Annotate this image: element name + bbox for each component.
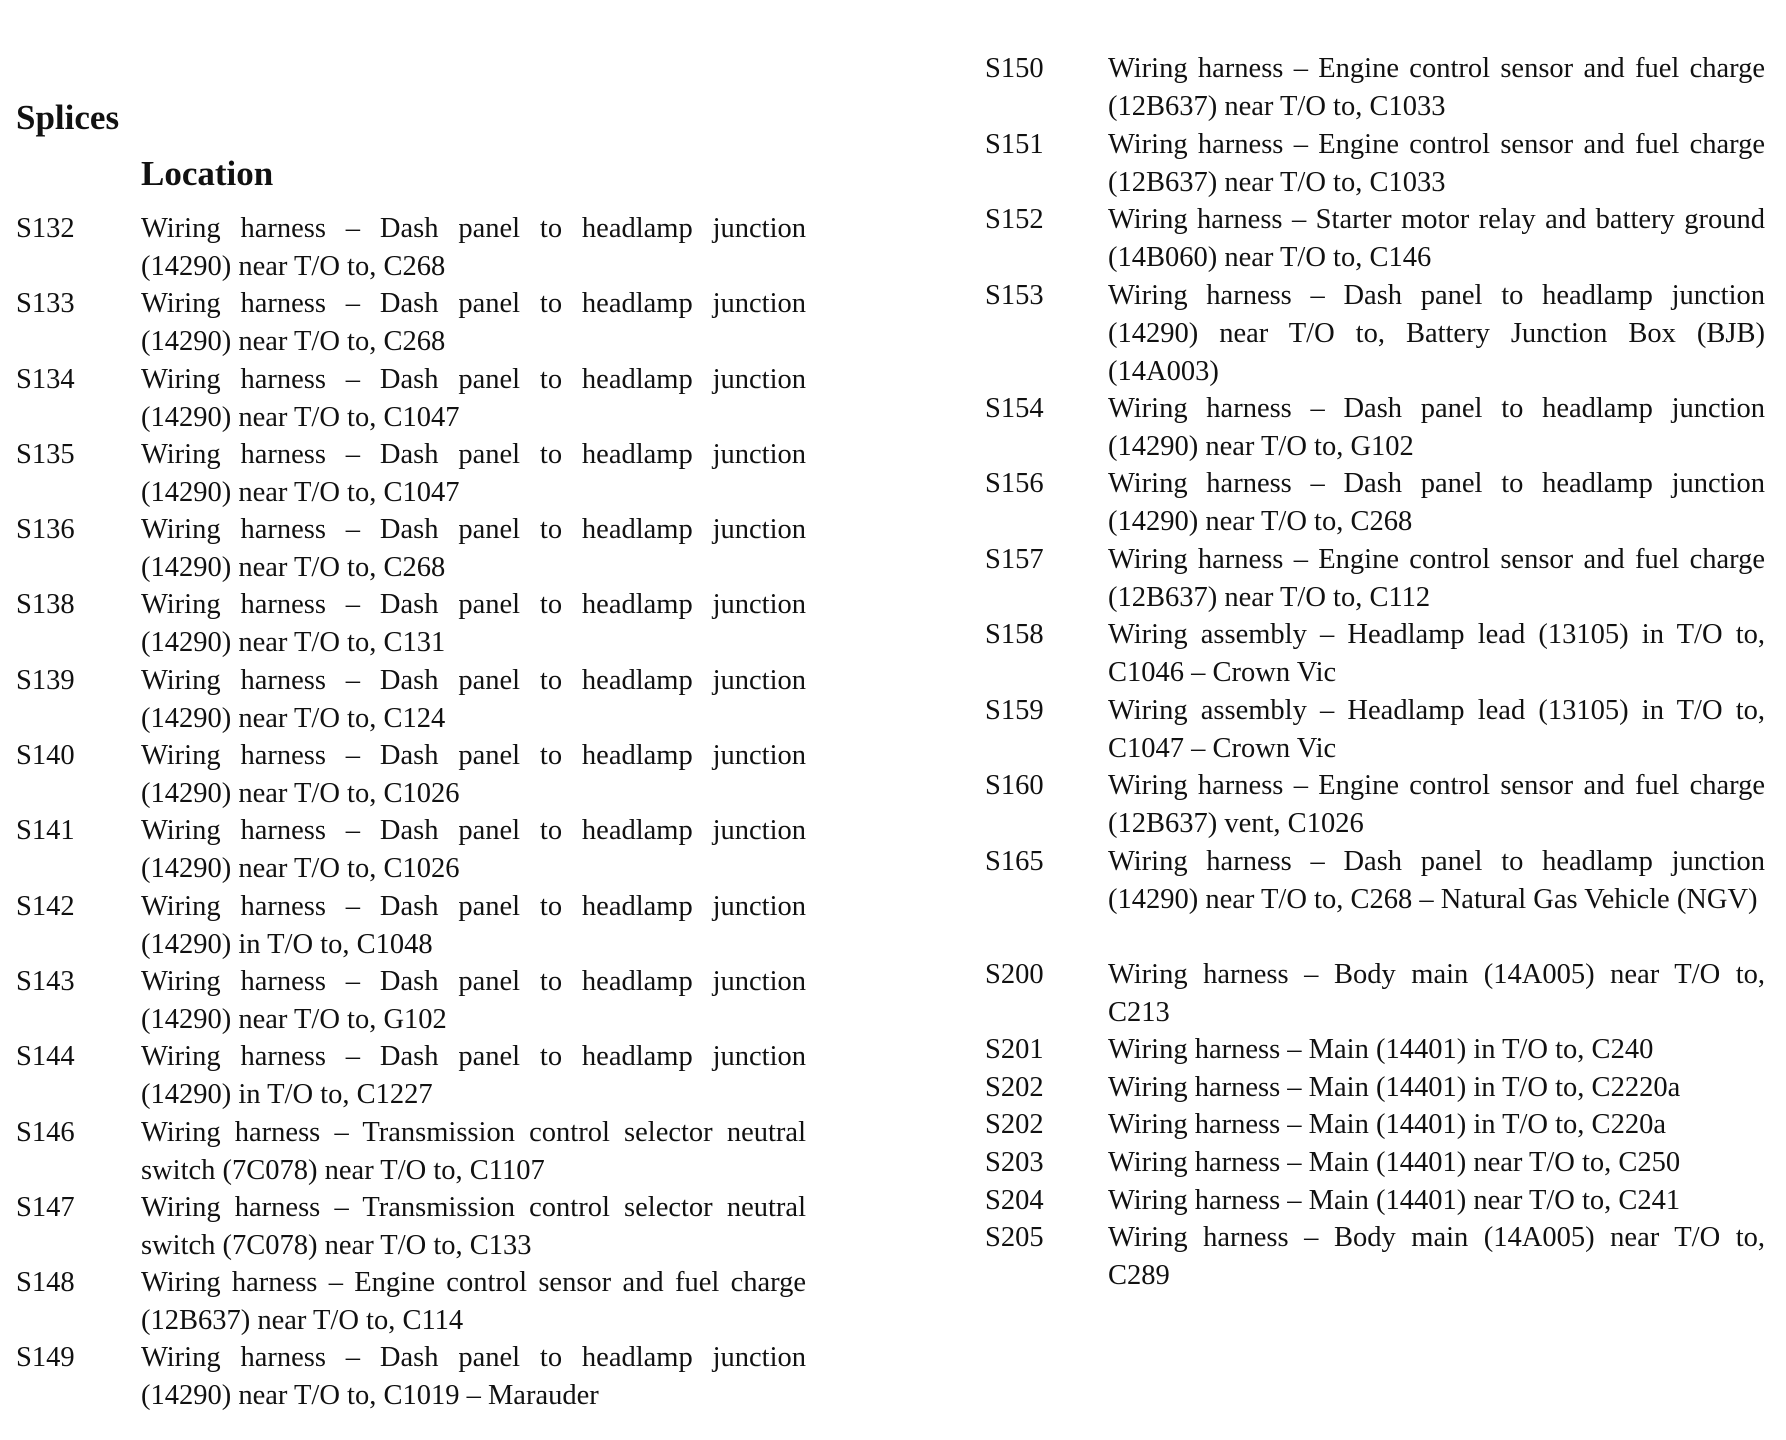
- splice-code: S141: [16, 815, 75, 847]
- splice-entry: [16, 1114, 806, 1189]
- splice-location: Wiring harness – Main (14401) near T/O to, C250: [1108, 1147, 1681, 1179]
- splice-location: Wiring harness – Dash panel to headlamp junction (14290) near T/O to, G102: [141, 965, 806, 1035]
- splice-code: S205: [985, 1222, 1044, 1254]
- splice-entry: [985, 390, 1765, 466]
- splice-location: Wiring harness – Dash panel to headlamp junction (14290) near T/O to, Battery Junction Box (BJB) (14A003): [1108, 279, 1765, 387]
- splice-location: Wiring harness – Engine control sensor and fuel charge (12B637) near T/O to, C1033: [1108, 128, 1765, 198]
- splice-code: S132: [16, 213, 75, 244]
- right-splice-list: [985, 50, 1765, 1295]
- splice-code: S143: [16, 965, 75, 997]
- splice-entry: [985, 201, 1765, 277]
- splice-entry: [16, 1189, 806, 1264]
- splice-location: Wiring harness – Dash panel to headlamp junction (14290) near T/O to, C1026: [141, 815, 806, 885]
- splice-entry: [16, 210, 806, 285]
- splice-code: S138: [16, 589, 75, 621]
- splice-entry: [985, 956, 1765, 1032]
- splice-code: S150: [985, 53, 1044, 84]
- splice-code: S202: [985, 1109, 1044, 1141]
- splice-code: S148: [16, 1267, 75, 1299]
- splice-code: S134: [16, 363, 75, 395]
- left-splice-list: [16, 210, 806, 1415]
- splice-entry: [16, 737, 806, 812]
- splice-entry: [16, 888, 806, 963]
- splice-entry: [16, 1339, 806, 1414]
- splice-code: S140: [16, 740, 75, 772]
- splice-entry: [985, 1106, 1765, 1144]
- splice-entry: [985, 767, 1765, 843]
- splice-location: Wiring harness – Body main (14A005) near T/O to, C213: [1108, 958, 1765, 1028]
- splice-code: S159: [985, 694, 1044, 726]
- splice-location: Wiring assembly – Headlamp lead (13105) in T/O to, C1047 – Crown Vic: [1108, 694, 1765, 764]
- splice-location: Wiring harness – Main (14401) in T/O to, C240: [1108, 1034, 1654, 1065]
- splice-entry: [985, 126, 1765, 202]
- splice-entry: [16, 1038, 806, 1113]
- splice-entry: [985, 692, 1765, 768]
- splice-entry: [985, 1219, 1765, 1295]
- splice-code: S156: [985, 468, 1044, 499]
- splice-location: Wiring harness – Body main (14A005) near T/O to, C289: [1108, 1222, 1765, 1292]
- splice-entry: [16, 511, 806, 586]
- splice-location: Wiring harness – Dash panel to headlamp junction (14290) in T/O to, C1048: [141, 890, 806, 960]
- splice-location: Wiring harness – Dash panel to headlamp junction (14290) near T/O to, C268: [141, 288, 806, 358]
- splice-code: S152: [985, 204, 1044, 235]
- splice-code: S160: [985, 770, 1044, 801]
- splice-code: S157: [985, 543, 1044, 575]
- splice-location: Wiring harness – Dash panel to headlamp junction (14290) near T/O to, C268: [141, 514, 806, 584]
- splice-code: S149: [16, 1342, 75, 1374]
- splice-code: S153: [985, 279, 1044, 311]
- splice-location: Wiring harness – Starter motor relay and battery ground (14B060) near T/O to, C146: [1108, 204, 1765, 273]
- splice-entry: [16, 436, 806, 511]
- splice-entry: [985, 1031, 1765, 1069]
- splice-entry: [16, 812, 806, 887]
- splice-location: Wiring harness – Dash panel to headlamp junction (14290) near T/O to, C124: [141, 664, 806, 734]
- splice-location: Wiring assembly – Headlamp lead (13105) in T/O to, C1046 – Crown Vic: [1108, 619, 1765, 688]
- splice-location: Wiring harness – Dash panel to headlamp junction (14290) near T/O to, C268 – Natural Gas Vehicle (NGV): [1108, 845, 1765, 915]
- splice-location: Wiring harness – Dash panel to headlamp junction (14290) in T/O to, C1227: [141, 1041, 806, 1111]
- splice-entry: [16, 662, 806, 737]
- splice-location: Wiring harness – Dash panel to headlamp junction (14290) near T/O to, C268: [141, 213, 806, 282]
- splice-code: S136: [16, 514, 75, 546]
- splice-location: Wiring harness – Engine control sensor and fuel charge (12B637) near T/O to, C112: [1108, 543, 1765, 613]
- splice-location: Wiring harness – Dash panel to headlamp junction (14290) near T/O to, C268: [1108, 468, 1765, 537]
- splice-entry: [985, 541, 1765, 617]
- splice-code: S204: [985, 1184, 1044, 1216]
- splice-entry: [16, 285, 806, 360]
- splice-location: Wiring harness – Engine control sensor and fuel charge (12B637) vent, C1026: [1108, 770, 1765, 839]
- splice-location: Wiring harness – Dash panel to headlamp junction (14290) near T/O to, C1047: [141, 363, 806, 433]
- splice-code: S201: [985, 1034, 1044, 1065]
- splice-location: Wiring harness – Dash panel to headlamp junction (14290) near T/O to, C131: [141, 589, 806, 659]
- splice-location: Wiring harness – Engine control sensor and fuel charge (12B637) near T/O to, C1033: [1108, 53, 1765, 122]
- splice-location: Wiring harness – Transmission control selector neutral switch (7C078) near T/O to, C133: [141, 1191, 806, 1261]
- splice-code: S200: [985, 958, 1044, 990]
- section-title: Splices: [16, 98, 120, 137]
- splice-entry: [16, 963, 806, 1038]
- location-column-header: Location: [141, 154, 274, 193]
- splice-code: S146: [16, 1116, 75, 1148]
- splice-location: Wiring harness – Main (14401) near T/O to, C241: [1108, 1184, 1681, 1216]
- splice-entry: [985, 50, 1765, 126]
- splice-code: S139: [16, 664, 75, 696]
- splice-location: Wiring harness – Dash panel to headlamp junction (14290) near T/O to, C1019 – Marauder: [141, 1342, 806, 1412]
- splice-code: S144: [16, 1041, 75, 1073]
- splice-location: Wiring harness – Main (14401) in T/O to, C2220a: [1108, 1071, 1681, 1103]
- splice-location: Wiring harness – Engine control sensor and fuel charge (12B637) near T/O to, C114: [141, 1267, 806, 1337]
- splice-location: Wiring harness – Main (14401) in T/O to, C220a: [1108, 1109, 1666, 1141]
- splice-code: S142: [16, 890, 75, 922]
- splice-code: S202: [985, 1071, 1044, 1103]
- splice-code: S154: [985, 392, 1044, 424]
- splice-location: Wiring harness – Dash panel to headlamp junction (14290) near T/O to, C1047: [141, 438, 806, 508]
- splice-entry: [985, 843, 1765, 956]
- splice-entry: [985, 1182, 1765, 1220]
- splice-location: Wiring harness – Dash panel to headlamp junction (14290) near T/O to, G102: [1108, 392, 1765, 462]
- splice-entry: [16, 1264, 806, 1339]
- splice-location: Wiring harness – Transmission control selector neutral switch (7C078) near T/O to, C1107: [141, 1116, 806, 1186]
- splice-location: Wiring harness – Dash panel to headlamp junction (14290) near T/O to, C1026: [141, 740, 806, 810]
- splice-entry: [985, 277, 1765, 390]
- splice-entry: [985, 1069, 1765, 1107]
- splice-code: S151: [985, 128, 1044, 160]
- splice-code: S203: [985, 1147, 1044, 1179]
- splice-code: S135: [16, 438, 75, 470]
- splice-code: S165: [985, 845, 1044, 877]
- splice-entry: [16, 361, 806, 436]
- splice-entry: [985, 465, 1765, 541]
- splice-code: S158: [985, 619, 1044, 650]
- splice-code: S147: [16, 1191, 75, 1223]
- splice-entry: [16, 586, 806, 661]
- splice-entry: [985, 616, 1765, 692]
- splice-entry: [985, 1144, 1765, 1182]
- splice-code: S133: [16, 288, 75, 320]
